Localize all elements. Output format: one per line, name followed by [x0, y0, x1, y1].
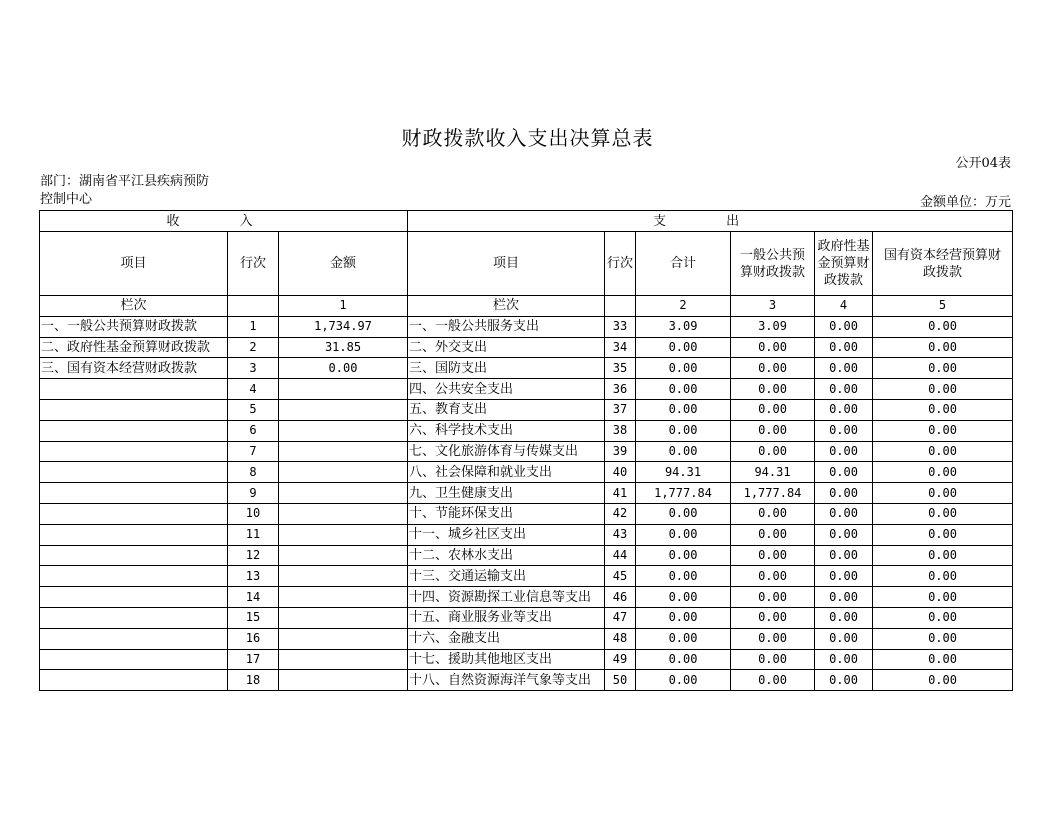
fund-budget-cell: 0.00 — [815, 649, 873, 670]
expense-total-cell: 0.00 — [636, 607, 731, 628]
income-amount-cell — [279, 379, 408, 400]
income-item-cell — [40, 379, 228, 400]
fund-budget-cell: 0.00 — [815, 670, 873, 691]
table-row — [40, 483, 1013, 504]
expense-row-no-cell: 40 — [605, 462, 636, 483]
state-capital-cell: 0.00 — [873, 607, 1013, 628]
expense-item-cell: 三、国防支出 — [408, 358, 605, 379]
expense-total-cell: 94.31 — [636, 462, 731, 483]
income-row-no-cell: 9 — [228, 483, 279, 504]
state-capital-cell: 0.00 — [873, 524, 1013, 545]
general-budget-cell: 94.31 — [731, 462, 815, 483]
expense-item-cell: 十一、城乡社区支出 — [408, 524, 605, 545]
income-row-no-cell: 17 — [228, 649, 279, 670]
table-row — [40, 399, 1013, 420]
income-row-no-cell: 5 — [228, 399, 279, 420]
expense-total-cell: 0.00 — [636, 566, 731, 587]
expense-row-no-cell: 49 — [605, 649, 636, 670]
income-item-cell — [40, 566, 228, 587]
expense-row-no-cell: 36 — [605, 379, 636, 400]
index-expense-label: 栏次 — [408, 296, 605, 317]
expense-total-cell: 0.00 — [636, 670, 731, 691]
income-item-cell — [40, 545, 228, 566]
income-row-no-cell: 15 — [228, 607, 279, 628]
income-item-cell — [40, 628, 228, 649]
general-budget-cell: 0.00 — [731, 503, 815, 524]
header-state-capital: 国有资本经营预算财政拨款 — [873, 232, 1013, 296]
header-income-item: 项目 — [40, 232, 228, 296]
header-income-row-no: 行次 — [228, 232, 279, 296]
expense-item-cell: 十、节能环保支出 — [408, 503, 605, 524]
state-capital-cell: 0.00 — [873, 566, 1013, 587]
income-section-header: 收 入 — [40, 211, 408, 232]
expense-total-cell: 0.00 — [636, 441, 731, 462]
income-row-no-cell: 4 — [228, 379, 279, 400]
expense-total-cell: 0.00 — [636, 587, 731, 608]
fund-budget-cell: 0.00 — [815, 524, 873, 545]
general-budget-cell: 0.00 — [731, 566, 815, 587]
expense-item-cell: 十三、交通运输支出 — [408, 566, 605, 587]
income-amount-cell — [279, 545, 408, 566]
table-row — [40, 545, 1013, 566]
table-row — [40, 379, 1013, 400]
page-title: 财政拨款收入支出决算总表 — [401, 126, 654, 150]
fund-budget-cell: 0.00 — [815, 358, 873, 379]
expense-item-cell: 十四、资源勘探工业信息等支出 — [408, 587, 605, 608]
table-row — [40, 587, 1013, 608]
general-budget-cell: 0.00 — [731, 649, 815, 670]
fund-budget-cell: 0.00 — [815, 337, 873, 358]
expense-item-cell: 十六、金融支出 — [408, 628, 605, 649]
expense-total-cell: 0.00 — [636, 420, 731, 441]
expense-row-no-cell: 33 — [605, 316, 636, 337]
general-budget-cell: 3.09 — [731, 316, 815, 337]
income-amount-cell: 0.00 — [279, 358, 408, 379]
general-budget-cell: 0.00 — [731, 545, 815, 566]
expense-total-cell: 0.00 — [636, 399, 731, 420]
income-item-cell: 一、一般公共预算财政拨款 — [40, 316, 228, 337]
column-header-row — [40, 232, 1013, 296]
expense-total-cell: 0.00 — [636, 649, 731, 670]
index-expense-row-no — [605, 296, 636, 317]
section-header-row — [40, 211, 1013, 232]
state-capital-cell: 0.00 — [873, 628, 1013, 649]
table-row — [40, 441, 1013, 462]
expense-item-cell: 八、社会保障和就业支出 — [408, 462, 605, 483]
income-row-no-cell: 1 — [228, 316, 279, 337]
income-amount-cell — [279, 649, 408, 670]
state-capital-cell: 0.00 — [873, 441, 1013, 462]
fund-budget-cell: 0.00 — [815, 607, 873, 628]
income-amount-cell — [279, 566, 408, 587]
income-item-cell — [40, 649, 228, 670]
department-label — [40, 173, 209, 209]
department-line-2: 控制中心 — [40, 192, 93, 207]
general-budget-cell: 0.00 — [731, 441, 815, 462]
income-row-no-cell: 8 — [228, 462, 279, 483]
header-income-amount: 金额 — [279, 232, 408, 296]
expense-total-cell: 0.00 — [636, 545, 731, 566]
state-capital-cell: 0.00 — [873, 649, 1013, 670]
expense-row-no-cell: 39 — [605, 441, 636, 462]
table-row — [40, 607, 1013, 628]
table-row — [40, 524, 1013, 545]
state-capital-cell: 0.00 — [873, 358, 1013, 379]
income-item-cell — [40, 399, 228, 420]
state-capital-cell: 0.00 — [873, 337, 1013, 358]
expense-total-cell: 0.00 — [636, 379, 731, 400]
expense-row-no-cell: 45 — [605, 566, 636, 587]
income-amount-cell — [279, 587, 408, 608]
general-budget-cell: 0.00 — [731, 337, 815, 358]
expense-row-no-cell: 47 — [605, 607, 636, 628]
state-capital-cell: 0.00 — [873, 462, 1013, 483]
expense-item-cell: 五、教育支出 — [408, 399, 605, 420]
appropriation-table — [39, 210, 1013, 691]
fund-budget-cell: 0.00 — [815, 441, 873, 462]
table-row — [40, 628, 1013, 649]
table-row — [40, 670, 1013, 691]
general-budget-cell: 0.00 — [731, 607, 815, 628]
income-amount-cell — [279, 399, 408, 420]
fund-budget-cell: 0.00 — [815, 420, 873, 441]
income-amount-cell — [279, 524, 408, 545]
income-row-no-cell: 7 — [228, 441, 279, 462]
table-row — [40, 316, 1013, 337]
header-general-budget: 一般公共预算财政拨款 — [731, 232, 815, 296]
expense-item-cell: 十二、农林水支出 — [408, 545, 605, 566]
index-col-3: 3 — [731, 296, 815, 317]
income-item-cell — [40, 503, 228, 524]
table-row — [40, 462, 1013, 483]
fund-budget-cell: 0.00 — [815, 587, 873, 608]
state-capital-cell: 0.00 — [873, 670, 1013, 691]
column-index-row — [40, 296, 1013, 317]
state-capital-cell: 0.00 — [873, 587, 1013, 608]
income-amount-cell: 31.85 — [279, 337, 408, 358]
general-budget-cell: 0.00 — [731, 399, 815, 420]
expense-total-cell: 1,777.84 — [636, 483, 731, 504]
table-row — [40, 358, 1013, 379]
fund-budget-cell: 0.00 — [815, 399, 873, 420]
state-capital-cell: 0.00 — [873, 316, 1013, 337]
income-item-cell — [40, 587, 228, 608]
expense-row-no-cell: 38 — [605, 420, 636, 441]
income-amount-cell — [279, 670, 408, 691]
table-row — [40, 649, 1013, 670]
state-capital-cell: 0.00 — [873, 483, 1013, 504]
form-code: 公开04表 — [955, 156, 1011, 171]
income-amount-cell — [279, 420, 408, 441]
expense-row-no-cell: 48 — [605, 628, 636, 649]
general-budget-cell: 0.00 — [731, 420, 815, 441]
header-fund-budget: 政府性基金预算财政拨款 — [815, 232, 873, 296]
state-capital-cell: 0.00 — [873, 399, 1013, 420]
expense-total-cell: 3.09 — [636, 316, 731, 337]
index-col-4: 4 — [815, 296, 873, 317]
table-row — [40, 337, 1013, 358]
income-amount-cell — [279, 503, 408, 524]
index-col-1: 1 — [279, 296, 408, 317]
expense-total-cell: 0.00 — [636, 358, 731, 379]
state-capital-cell: 0.00 — [873, 503, 1013, 524]
expense-total-cell: 0.00 — [636, 337, 731, 358]
income-item-cell — [40, 670, 228, 691]
general-budget-cell: 0.00 — [731, 670, 815, 691]
income-row-no-cell: 10 — [228, 503, 279, 524]
table-row — [40, 420, 1013, 441]
income-item-cell: 二、政府性基金预算财政拨款 — [40, 337, 228, 358]
general-budget-cell: 0.00 — [731, 587, 815, 608]
general-budget-cell: 0.00 — [731, 358, 815, 379]
fund-budget-cell: 0.00 — [815, 566, 873, 587]
expense-section-header: 支 出 — [408, 211, 1013, 232]
index-income-row-no — [228, 296, 279, 317]
fund-budget-cell: 0.00 — [815, 483, 873, 504]
income-item-cell — [40, 441, 228, 462]
income-row-no-cell: 18 — [228, 670, 279, 691]
fund-budget-cell: 0.00 — [815, 545, 873, 566]
income-row-no-cell: 11 — [228, 524, 279, 545]
income-amount-cell — [279, 462, 408, 483]
income-row-no-cell: 2 — [228, 337, 279, 358]
expense-item-cell: 十七、援助其他地区支出 — [408, 649, 605, 670]
state-capital-cell: 0.00 — [873, 379, 1013, 400]
income-item-cell — [40, 462, 228, 483]
income-row-no-cell: 14 — [228, 587, 279, 608]
income-row-no-cell: 12 — [228, 545, 279, 566]
expense-row-no-cell: 50 — [605, 670, 636, 691]
fund-budget-cell: 0.00 — [815, 503, 873, 524]
expense-item-cell: 九、卫生健康支出 — [408, 483, 605, 504]
expense-item-cell: 十八、自然资源海洋气象等支出 — [408, 670, 605, 691]
income-row-no-cell: 16 — [228, 628, 279, 649]
general-budget-cell: 0.00 — [731, 628, 815, 649]
table-row — [40, 503, 1013, 524]
income-amount-cell — [279, 628, 408, 649]
income-item-cell — [40, 420, 228, 441]
expense-row-no-cell: 43 — [605, 524, 636, 545]
expense-item-cell: 四、公共安全支出 — [408, 379, 605, 400]
expense-row-no-cell: 34 — [605, 337, 636, 358]
income-item-cell — [40, 483, 228, 504]
expense-row-no-cell: 44 — [605, 545, 636, 566]
expense-item-cell: 七、文化旅游体育与传媒支出 — [408, 441, 605, 462]
income-row-no-cell: 3 — [228, 358, 279, 379]
income-item-cell — [40, 524, 228, 545]
expense-row-no-cell: 41 — [605, 483, 636, 504]
income-amount-cell — [279, 441, 408, 462]
income-amount-cell — [279, 607, 408, 628]
department-line-1: 部门：湖南省平江县疾病预防 — [40, 174, 210, 189]
amount-unit: 金额单位：万元 — [919, 195, 1011, 210]
expense-total-cell: 0.00 — [636, 628, 731, 649]
income-item-cell — [40, 607, 228, 628]
index-col-2: 2 — [636, 296, 731, 317]
fund-budget-cell: 0.00 — [815, 379, 873, 400]
state-capital-cell: 0.00 — [873, 420, 1013, 441]
expense-row-no-cell: 46 — [605, 587, 636, 608]
expense-row-no-cell: 35 — [605, 358, 636, 379]
table-row — [40, 566, 1013, 587]
header-total: 合计 — [636, 232, 731, 296]
index-col-5: 5 — [873, 296, 1013, 317]
expense-item-cell: 二、外交支出 — [408, 337, 605, 358]
income-amount-cell — [279, 483, 408, 504]
header-expense-item: 项目 — [408, 232, 605, 296]
fund-budget-cell: 0.00 — [815, 462, 873, 483]
expense-item-cell: 一、一般公共服务支出 — [408, 316, 605, 337]
income-row-no-cell: 13 — [228, 566, 279, 587]
general-budget-cell: 1,777.84 — [731, 483, 815, 504]
index-income-label: 栏次 — [40, 296, 228, 317]
expense-item-cell: 六、科学技术支出 — [408, 420, 605, 441]
expense-item-cell: 十五、商业服务业等支出 — [408, 607, 605, 628]
state-capital-cell: 0.00 — [873, 545, 1013, 566]
header-expense-row-no: 行次 — [605, 232, 636, 296]
expense-total-cell: 0.00 — [636, 503, 731, 524]
expense-total-cell: 0.00 — [636, 524, 731, 545]
income-row-no-cell: 6 — [228, 420, 279, 441]
expense-row-no-cell: 42 — [605, 503, 636, 524]
expense-row-no-cell: 37 — [605, 399, 636, 420]
general-budget-cell: 0.00 — [731, 524, 815, 545]
fund-budget-cell: 0.00 — [815, 628, 873, 649]
general-budget-cell: 0.00 — [731, 379, 815, 400]
income-amount-cell: 1,734.97 — [279, 316, 408, 337]
fund-budget-cell: 0.00 — [815, 316, 873, 337]
income-item-cell: 三、国有资本经营财政拨款 — [40, 358, 228, 379]
